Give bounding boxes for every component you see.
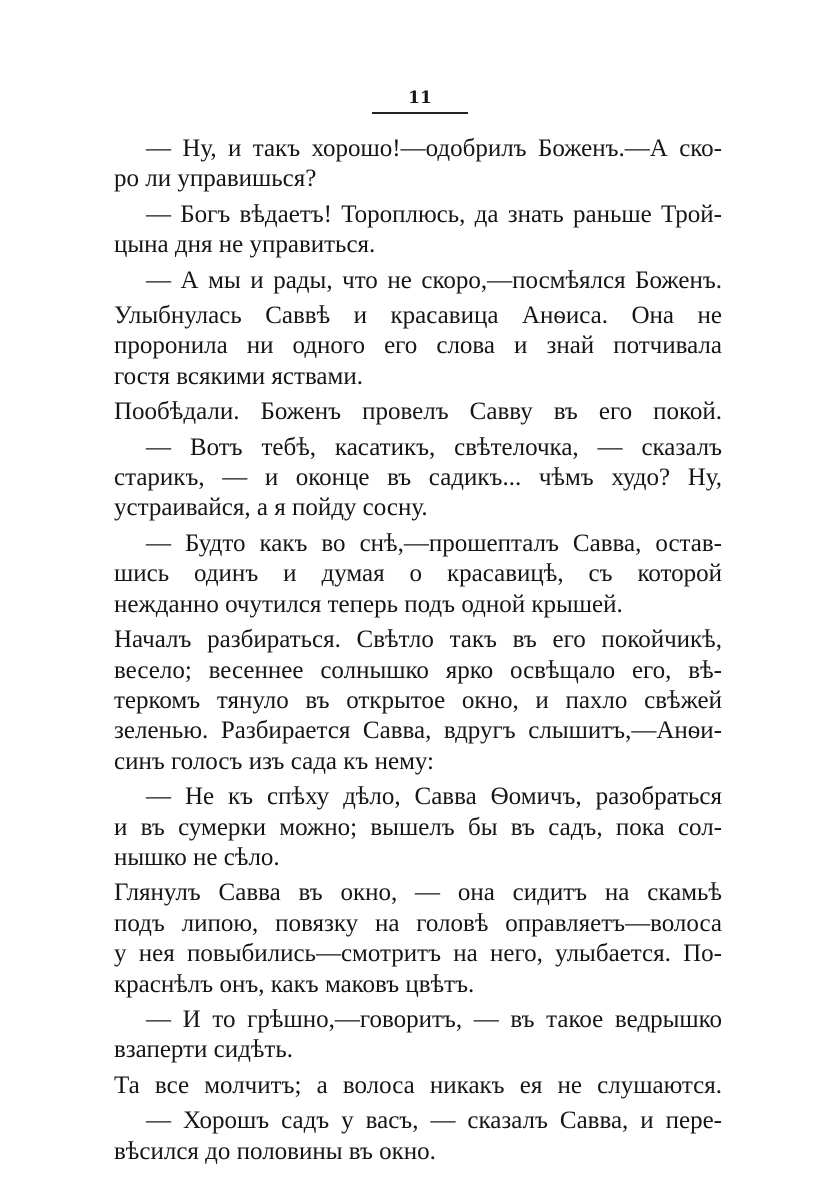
text-line: ро ли управишься? — [114, 165, 317, 193]
page-number: 11 — [408, 88, 432, 108]
paragraph — [114, 1106, 722, 1167]
text-line: зеленью. Разбирается Савва, вдругъ слышитъ,—Анѳи- — [114, 717, 722, 745]
text-line: подъ липою, повязку на головѣ оправляетъ—волоса — [114, 909, 722, 937]
text-line: Улыбнулась Саввѣ и красавица Анѳиса. Она не — [114, 302, 722, 330]
text-line: — А мы и рады, что не скоро,—посмѣялся Боженъ. — [146, 266, 722, 294]
text-line: шись одинъ и думая о красавицѣ, съ которой — [114, 560, 722, 588]
text-line: — Ну, и такъ хорошо!—одобрилъ Боженъ.—А ско- — [146, 135, 722, 162]
paragraph — [114, 266, 722, 296]
paragraph — [114, 134, 722, 195]
text-line: краснѣлъ онъ, какъ маковъ цвѣтъ. — [114, 970, 475, 998]
text-line: весело; весеннее солнышко ярко освѣщало его, вѣ- — [114, 656, 722, 684]
text-line: проронила ни одного его слова и знай потчивала — [114, 332, 722, 360]
paragraph — [114, 878, 722, 1000]
text-line: синъ голосъ изъ сада къ нему: — [114, 747, 435, 775]
text-line: теркомъ тянуло въ открытое окно, и пахло свѣжей — [114, 686, 722, 714]
text-line: — И то грѣшно,—говоритъ, — въ такое ведрышко — [146, 1005, 722, 1033]
paragraph — [114, 1005, 722, 1066]
paragraph — [114, 200, 722, 261]
text-line: Та все молчитъ; а волоса никакъ ея не слушаются. — [114, 1071, 722, 1099]
text-line: — Будто какъ во снѣ,—прошепталъ Савва, остав- — [146, 529, 722, 557]
text-line: взаперти сидѣть. — [114, 1036, 293, 1064]
text-line: устраивайся, а я пойду сосну. — [114, 494, 428, 522]
header-rule — [372, 112, 468, 114]
text-line: и въ сумерки можно; вышелъ бы въ садъ, пока сол- — [114, 813, 722, 841]
text-line: — Богъ вѣдаетъ! Тороплюсь, да знать раньше Трой- — [146, 200, 722, 228]
paragraph — [114, 301, 722, 392]
text-line: цына дня не управиться. — [114, 231, 376, 259]
text-line: нежданно очутился теперь подъ одной крышей. — [114, 590, 623, 618]
text-line: Глянулъ Савва въ окно, — она сидитъ на скамьѣ — [114, 879, 722, 907]
body-text — [114, 134, 722, 1172]
text-line: Началъ разбираться. Свѣтло такъ въ его покойчикѣ, — [114, 626, 722, 654]
paragraph — [114, 433, 722, 524]
page-header — [372, 88, 468, 114]
text-line: гостя всякими яствами. — [114, 362, 363, 390]
paragraph — [114, 397, 722, 427]
text-line: у нея повыбились—смотритъ на него, улыбается. По- — [114, 940, 722, 968]
paragraph — [114, 1071, 722, 1101]
text-line: — Хорошъ садъ у васъ, — сказалъ Савва, и пере- — [146, 1107, 722, 1135]
paragraph — [114, 782, 722, 873]
text-line: вѣсился до половины въ окно. — [114, 1137, 436, 1165]
text-line: — Не къ спѣху дѣло, Савва Ѳомичъ, разобраться — [146, 783, 722, 811]
paragraph — [114, 625, 722, 777]
text-line: Пообѣдали. Боженъ провелъ Савву въ его покой. — [114, 398, 722, 426]
text-line: — Вотъ тебѣ, касатикъ, свѣтелочка, — сказалъ — [146, 433, 722, 461]
paragraph — [114, 529, 722, 620]
text-line: нышко не сѣло. — [114, 843, 280, 871]
text-line: старикъ, — и оконце въ садикъ... чѣмъ худо? Ну, — [114, 464, 722, 492]
